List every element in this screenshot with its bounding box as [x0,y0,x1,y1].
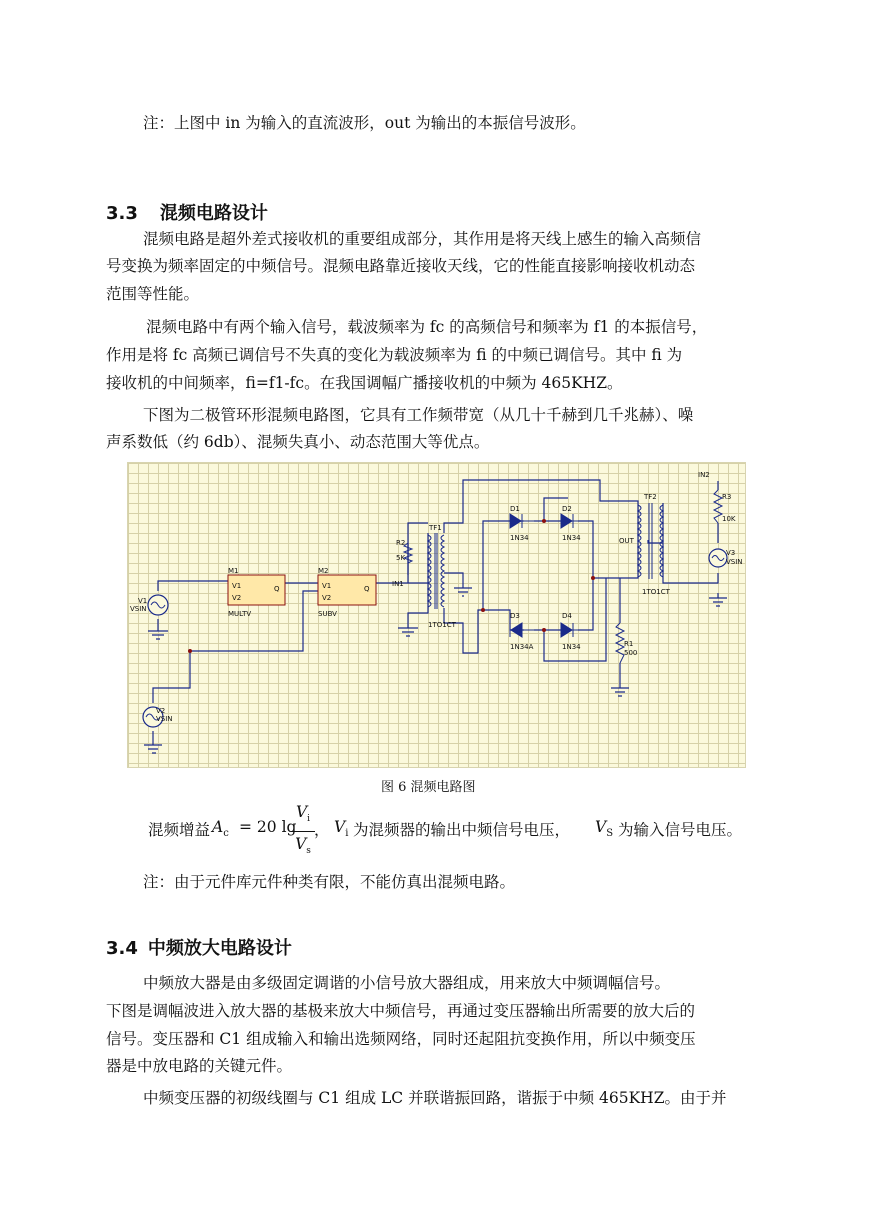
r1-label: R1 [624,640,634,648]
d3-label: D3 [510,612,520,620]
formula-equals: = 20 lg [239,818,297,836]
source-v1-label: V1 [138,597,148,605]
section-title: 混频电路设计 [159,203,268,224]
d1-type: 1N34 [510,534,529,542]
d1-label: D1 [510,505,520,513]
paragraph-line: 器是中放电路的关键元件。 [106,1057,293,1075]
m2-v1-pin: V1 [322,582,332,590]
r1-value: 500 [624,649,638,657]
m1-q-pin: Q [274,585,280,593]
tf1-label: TF1 [429,524,442,532]
out-label: OUT [619,537,634,545]
paragraph-line: 混频电路中有两个输入信号，载波频率为 fc 的高频信号和频率为 f1 的本振信号， [146,318,708,336]
section-title: 中频放大电路设计 [147,938,292,959]
source-v3-label: V3 [726,549,736,557]
paragraph-line: 接收机的中间频率，fi=f1-fc。在我国调幅广播接收机的中频为 465KHZ。 [106,374,623,392]
d4-label: D4 [562,612,572,620]
section-3-3-heading [106,199,268,225]
paragraph-line: 声系数低（约 6db）、混频失真小、动态范围大等优点。 [106,433,490,451]
m2-v2-pin: V2 [322,594,332,602]
formula-vi-text: 为混频器的输出中频信号电压， [353,821,571,839]
note-top: 注：上图中 in 为输入的直流波形，out 为输出的本振信号波形。 [143,114,586,132]
paragraph-line: 下图是调幅波进入放大器的基极来放大中频信号，再通过变压器输出所需要的放大后的 [106,1002,696,1020]
source-v2-type: VSIN [156,715,173,723]
m1-v2-pin: V2 [232,594,242,602]
paragraph-line: 下图为二极管环形混频电路图，它具有工作频带宽（从几十千赫到几千兆赫）、噪 [143,406,694,424]
r2-value: 5K [396,554,406,562]
formula-vs: $V_S$ [595,818,614,840]
formula-sep: ， [314,821,330,839]
tf2-type: 1TO1CT [642,588,670,596]
source-v2-label: V2 [156,707,166,715]
formula-fraction: $V_i$ $V_s$ [291,802,315,861]
r3-label: R3 [722,493,732,501]
formula-prefix: 混频增益 [148,821,211,839]
m1-type: MULTV [228,610,252,618]
paragraph-line: 作用是将 fc 高频已调信号不失真的变化为载波频率为 fi 的中频已调信号。其中 fi 为 [106,346,683,364]
r2-label: R2 [396,539,406,547]
d2-label: D2 [562,505,572,513]
paragraph-line: 号变换为频率固定的中频信号。混频电路靠近接收天线，它的性能直接影响接收机动态 [106,257,696,275]
paragraph-line: 范围等性能。 [106,285,200,303]
d2-type: 1N34 [562,534,581,542]
formula-vs-text: 为输入信号电压。 [618,821,743,839]
formula-lhs: $A_c$ [212,818,229,840]
m2-label: M2 [318,567,329,575]
figure-caption: 图 6 混频电路图 [381,780,476,795]
note-mid: 注：由于元件库元件种类有限，不能仿真出混频电路。 [143,873,516,891]
formula-vi: $V_i$ [334,818,349,840]
d3-type: 1N34A [510,643,534,651]
m1-v1-pin: V1 [232,582,242,590]
in2-label: IN2 [698,471,710,479]
tf1-type: 1TO1CT [428,621,456,629]
source-v1-type: VSIN [130,605,147,613]
m2-q-pin: Q [364,585,370,593]
section-3-4-heading [106,934,292,960]
m1-label: M1 [228,567,239,575]
paragraph-line: 中频变压器的初级线圈与 C1 组成 LC 并联谐振回路，谐振于中频 465KHZ。由于并 [143,1089,727,1107]
in1-label: IN1 [392,580,404,588]
m2-type: SUBV [318,610,337,618]
paragraph-line: 混频电路是超外差式接收机的重要组成部分，其作用是将天线上感生的输入高频信 [143,230,702,248]
r3-value: 10K [722,515,736,523]
d4-type: 1N34 [562,643,581,651]
section-number: 3.3 [106,203,138,224]
tf2-label: TF2 [644,493,657,501]
paragraph-line: 中频放大器是由多级固定调谐的小信号放大器组成，用来放大中频调幅信号。 [143,974,671,992]
section-number: 3.4 [106,938,138,959]
paragraph-line: 信号。变压器和 C1 组成输入和输出选频网络，同时还起阻抗变换作用，所以中频变压 [106,1030,696,1048]
source-v3-type: VSIN [726,558,743,566]
mixer-circuit-schematic [127,462,746,768]
